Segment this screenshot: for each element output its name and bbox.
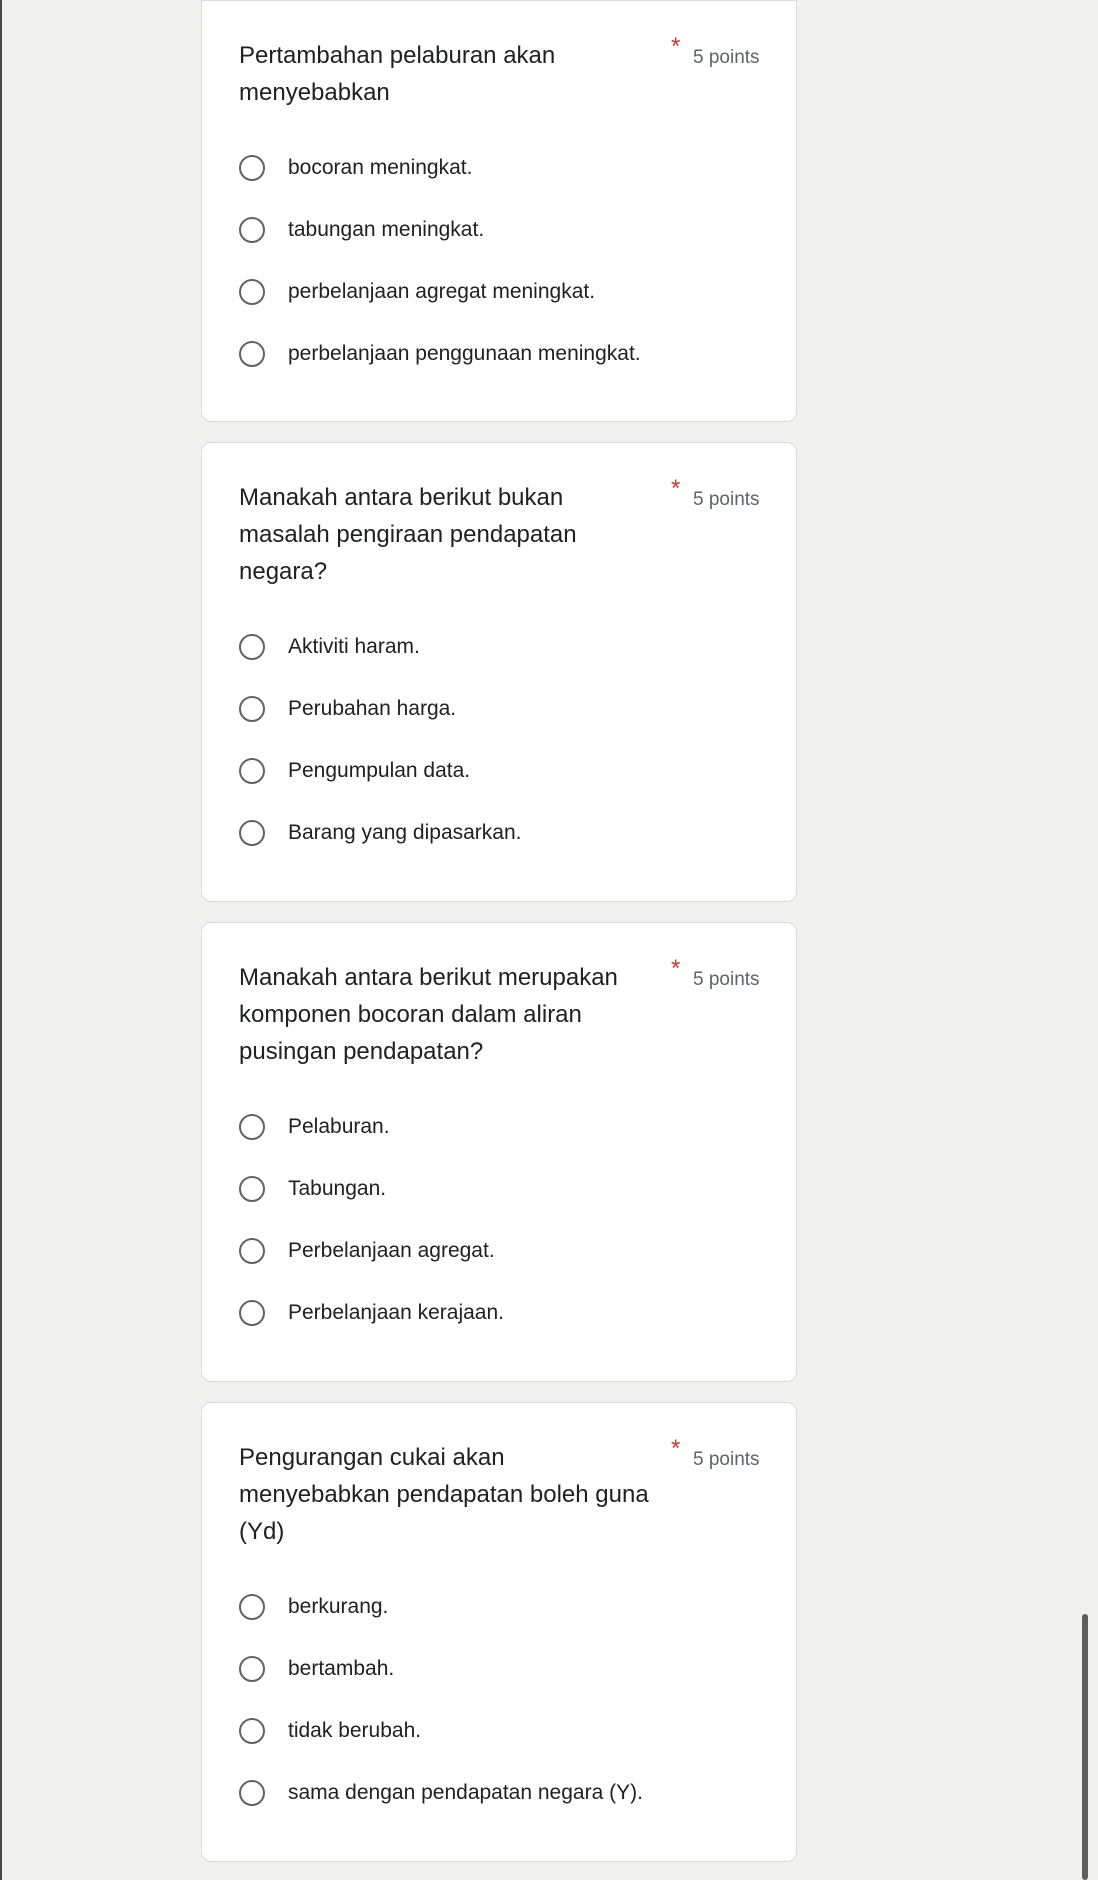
points-label: 5 points: [693, 969, 760, 990]
scrollbar-thumb[interactable]: [1082, 1614, 1088, 1880]
option-radio[interactable]: [239, 689, 456, 729]
option-label: perbelanjaan agregat meningkat.: [288, 280, 596, 303]
radio-circle-icon[interactable]: [239, 1114, 265, 1140]
window-edge: [0, 0, 2, 1880]
option-radio[interactable]: [239, 813, 522, 853]
points-label: 5 points: [693, 1449, 760, 1470]
option-label: Aktiviti haram.: [288, 635, 420, 658]
radio-circle-icon[interactable]: [239, 1656, 265, 1682]
option-label: Pengumpulan data.: [288, 759, 471, 782]
question-title: Pengurangan cukai akan menyebabkan pendapatan boleh guna (Yd): [239, 1444, 649, 1545]
radio-circle-icon[interactable]: [239, 820, 265, 846]
option-label: Perbelanjaan kerajaan.: [288, 1301, 504, 1324]
question-title: Manakah antara berikut merupakan komponen bocoran dalam aliran pusingan pendapatan?: [239, 964, 618, 1065]
radio-circle-icon[interactable]: [239, 1238, 265, 1264]
question-card: [201, 1402, 797, 1862]
option-radio[interactable]: [239, 751, 470, 791]
option-radio[interactable]: [239, 334, 641, 374]
option-label: tidak berubah.: [288, 1719, 422, 1742]
required-asterisk: *: [671, 1435, 681, 1462]
option-label: Perbelanjaan agregat.: [288, 1239, 495, 1262]
option-radio[interactable]: [239, 1231, 495, 1271]
radio-circle-icon[interactable]: [239, 1176, 265, 1202]
radio-circle-icon[interactable]: [239, 155, 265, 181]
points-label: 5 points: [693, 47, 760, 68]
option-radio[interactable]: [239, 1107, 390, 1147]
question-card: [201, 442, 797, 902]
option-label: perbelanjaan penggunaan meningkat.: [288, 342, 641, 365]
radio-circle-icon[interactable]: [239, 279, 265, 305]
radio-circle-icon[interactable]: [239, 1780, 265, 1806]
option-label: bertambah.: [288, 1657, 395, 1680]
radio-circle-icon[interactable]: [239, 758, 265, 784]
option-radio[interactable]: [239, 210, 484, 250]
option-label: tabungan meningkat.: [288, 218, 485, 241]
option-label: Perubahan harga.: [288, 697, 457, 720]
question-title: Manakah antara berikut bukan masalah pengiraan pendapatan negara?: [239, 484, 577, 585]
radio-circle-icon[interactable]: [239, 1718, 265, 1744]
option-radio[interactable]: [239, 148, 472, 188]
question-title: Pertambahan pelaburan akan menyebabkan: [239, 42, 556, 106]
option-radio[interactable]: [239, 1711, 421, 1751]
option-radio[interactable]: [239, 1293, 504, 1333]
question-card: [201, 0, 797, 422]
option-label: Barang yang dipasarkan.: [288, 821, 522, 844]
option-label: Tabungan.: [288, 1177, 387, 1200]
radio-circle-icon[interactable]: [239, 696, 265, 722]
option-label: berkurang.: [288, 1595, 389, 1618]
option-radio[interactable]: [239, 1773, 643, 1813]
radio-circle-icon[interactable]: [239, 634, 265, 660]
option-radio[interactable]: [239, 1587, 388, 1627]
radio-circle-icon[interactable]: [239, 1300, 265, 1326]
radio-circle-icon[interactable]: [239, 341, 265, 367]
option-label: Pelaburan.: [288, 1115, 390, 1138]
required-asterisk: *: [671, 955, 681, 982]
required-asterisk: *: [671, 33, 681, 60]
required-asterisk: *: [671, 475, 681, 502]
question-card: [201, 922, 797, 1382]
radio-circle-icon[interactable]: [239, 217, 265, 243]
option-label: sama dengan pendapatan negara (Y).: [288, 1781, 643, 1804]
radio-circle-icon[interactable]: [239, 1594, 265, 1620]
points-label: 5 points: [693, 489, 760, 510]
option-label: bocoran meningkat.: [288, 156, 473, 179]
option-radio[interactable]: [239, 1169, 386, 1209]
option-radio[interactable]: [239, 272, 595, 312]
option-radio[interactable]: [239, 627, 420, 667]
option-radio[interactable]: [239, 1649, 394, 1689]
